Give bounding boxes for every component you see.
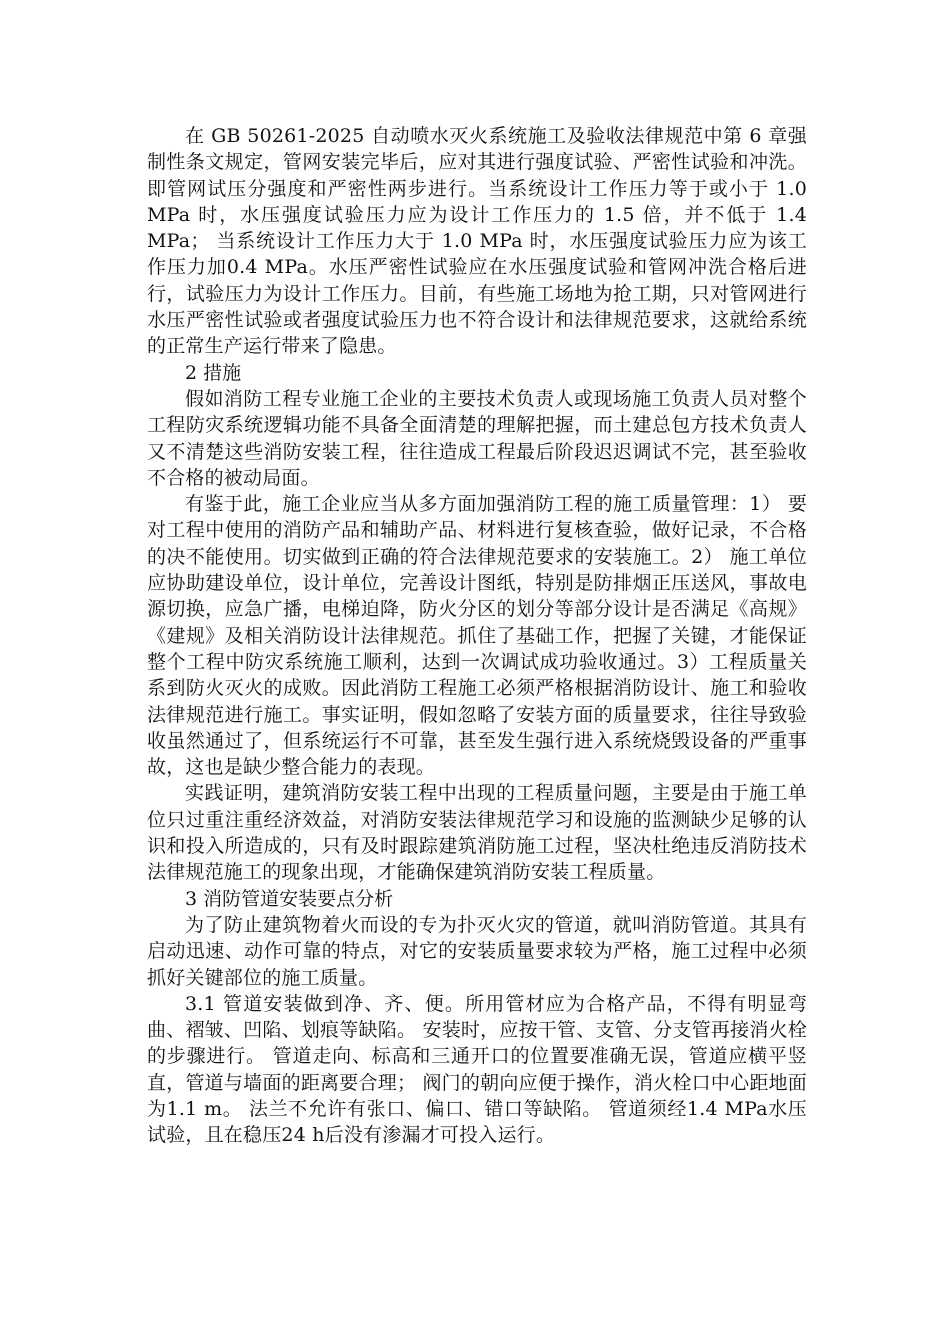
paragraph-pressure-test: 在 GB 50261-2025 自动喷水灭火系统施工及验收法律规范中第 6 章强制性条文规定，管网安装完毕后，应对其进行强度试验、严密性试验和冲洗。即管网试压分强度和严密性两步进行。当系统设计工作压力等于或小于 1.0 MPa 时，水压强度试验压力应为设计工作压力的 1.5 倍，并不低于 1.4 MPa； 当系统设计工作压力大于 1.0 MPa 时，水压强度试验压力应为该工作压力加0.4 MPa。水压严密性试验应在水压强度试验和管网冲洗合格后进行，试验压力为设计工作压力。目前，有些施工场地为抢工期，只对管网进行水压严密性试验或者强度试验压力也不符合设计和法律规范要求，这就给系统的正常生产运行带来了隐患。 [147, 125, 807, 358]
section-heading-pipe-installation: 3 消防管道安装要点分析 [185, 887, 394, 910]
paragraph-quality-management: 有鉴于此，施工企业应当从多方面加强消防工程的施工质量管理：1） 要对工程中使用的消防产品和辅助产品、材料进行复核查验，做好记录，不合格的决不能使用。切实做到正确的符合法律规范要求的安装施工。2） 施工单位应协助建设单位，设计单位，完善设计图纸，特别是防排烟正压送风，事故电源切换，应急广播，电梯迫降，防火分区的划分等部分设计是否满足《高规》《建规》及相关消防设计法律规范。抓住了基础工作，把握了关键，才能保证整个工程中防灾系统施工顺利，达到一次调试成功验收通过。3）工程质量关系到防火灭火的成败。因此消防工程施工必须严格根据消防设计、施工和验收法律规范进行施工。事实证明，假如忽略了安装方面的质量要求，往往导致验收虽然通过了，但系统运行不可靠，甚至发生强行进入系统烧毁设备的严重事故，这也是缺少整合能力的表现。 [147, 493, 807, 779]
paragraph-pipe-installation-rules: 3.1 管道安装做到净、齐、便。所用管材应为合格产品，不得有明显弯曲、褶皱、凹陷、划痕等缺陷。 安装时，应按干管、支管、分支管再接消火栓的步骤进行。 管道走向、标高和三通开口的位置要准确无误，管道应横平竖直，管道与墙面的距离要合理； 阀门的朝向应便于操作，消火栓口中心距地面为1.1 m。 法兰不允许有张口、偏口、错口等缺陷。 管道须经1.4 MPa水压试验，且在稳压24 h后没有渗漏才可投入运行。 [147, 992, 807, 1147]
section-heading-measures: 2 措施 [185, 361, 242, 384]
paragraph-technical-lead: 假如消防工程专业施工企业的主要技术负责人或现场施工负责人员对整个工程防灾系统逻辑功能不具备全面清楚的理解把握，而土建总包方技术负责人又不清楚这些消防安装工程，往往造成工程最后阶段迟迟调试不完，甚至验收不合格的被动局面。 [147, 387, 807, 489]
paragraph-fire-pipe-definition: 为了防止建筑物着火而设的专为扑灭火灾的管道，就叫消防管道。其具有启动迅速、动作可靠的特点，对它的安装质量要求较为严格，施工过程中必须抓好关键部位的施工质量。 [147, 913, 807, 989]
paragraph-practice-proof: 实践证明，建筑消防安装工程中出现的工程质量问题，主要是由于施工单位只过重注重经济效益，对消防安装法律规范学习和设施的监测缺少足够的认识和投入所造成的，只有及时跟踪建筑消防施工过程，坚决杜绝违反消防技术法律规范施工的现象出现，才能确保建筑消防安装工程质量。 [147, 782, 807, 884]
document-body [147, 123, 807, 1149]
